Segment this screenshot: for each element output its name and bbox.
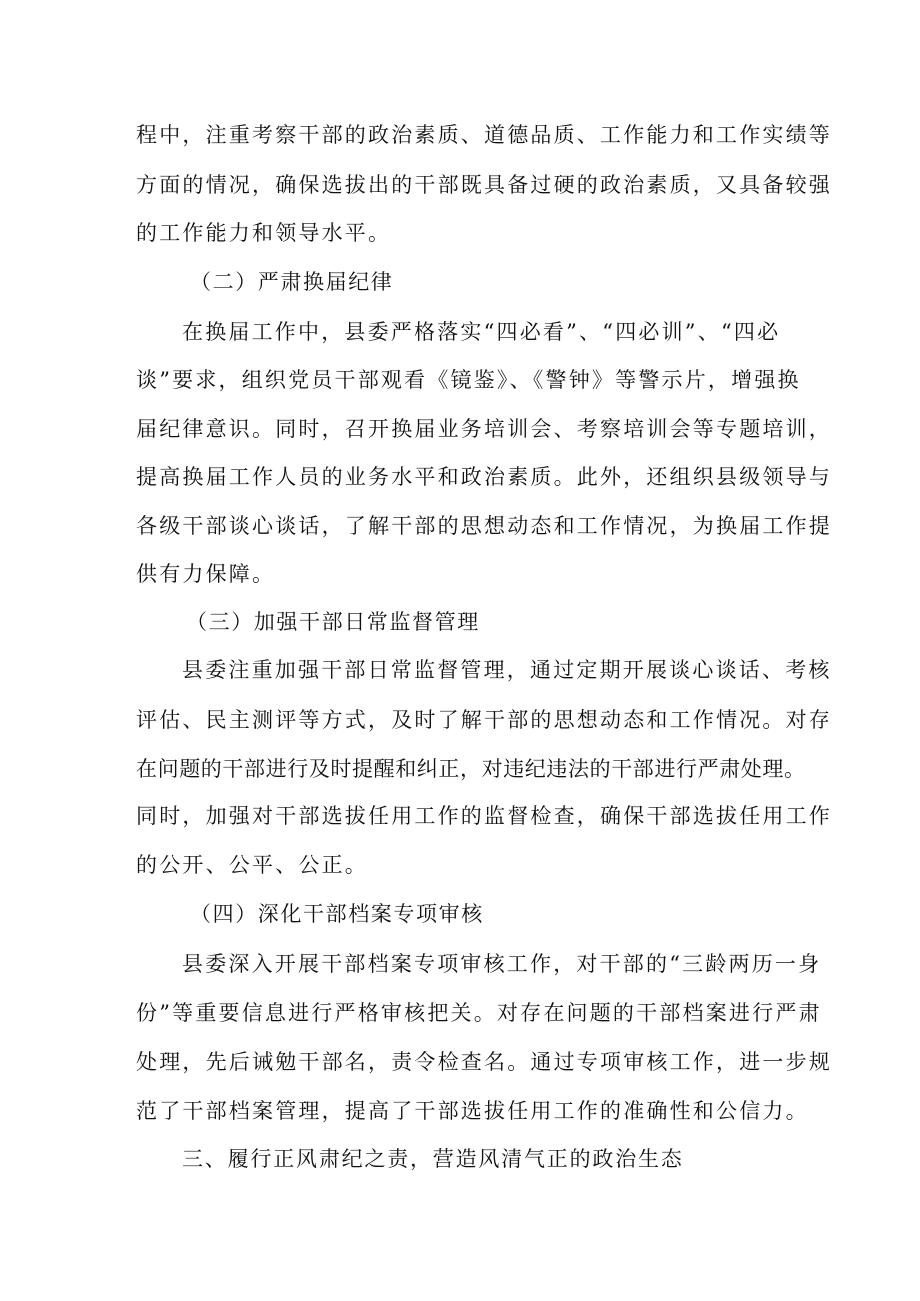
subsection-heading: （三）加强干部日常监督管理: [186, 610, 480, 634]
paragraph-line: 份”等重要信息进行严格审核把关。对存在问题的干部档案进行严肃: [136, 1001, 822, 1025]
paragraph-line: 处理，先后诫勉干部名，责令检查名。通过专项审核工作，进一步规: [136, 1050, 832, 1074]
subsection-heading: （二）严肃换届纪律: [190, 270, 394, 294]
paragraph-line: 程中，注重考察干部的政治素质、道德品质、工作能力和工作实绩等: [136, 123, 832, 147]
section-heading: 三、履行正风肃纪之责，营造风清气正的政治生态: [182, 1147, 684, 1171]
paragraph-line: 谈”要求，组织党员干部观看《镜鉴》、《警钟》等警示片，增强换: [136, 368, 801, 392]
paragraph-line: 提高换届工作人员的业务水平和政治素质。此外，还组织县级领导与: [136, 465, 832, 489]
paragraph-line: 在问题的干部进行及时提醒和纠正，对违纪违法的干部进行严肃处理。: [136, 757, 806, 781]
paragraph-line: 评估、民主测评等方式，及时了解干部的思想动态和工作情况。对存: [136, 708, 832, 732]
subsection-heading: （四）深化干部档案专项审核: [190, 902, 484, 926]
paragraph-line: 届纪律意识。同时，召开换届业务培训会、考察培训会等专题培训，: [136, 417, 832, 441]
paragraph-line: 同时，加强对干部选拔任用工作的监督检查，确保干部选拔任用工作: [136, 804, 832, 828]
paragraph-line: 方面的情况，确保选拔出的干部既具备过硬的政治素质，又具备较强: [136, 173, 832, 197]
paragraph-line: 在换届工作中，县委严格落实“四必看”、“四必训”、“四必: [182, 320, 781, 344]
paragraph-line: 的工作能力和领导水平。: [136, 221, 392, 245]
paragraph-line: 供有力保障。: [136, 562, 276, 586]
paragraph-line: 的公开、公平、公正。: [136, 853, 368, 877]
paragraph-line: 县委深入开展干部档案专项审核工作，对干部的“三龄两历一身: [182, 952, 822, 976]
paragraph-line: 各级干部谈心谈话，了解干部的思想动态和工作情况，为换届工作提: [136, 514, 832, 538]
paragraph-line: 范了干部档案管理，提高了干部选拔任用工作的准确性和公信力。: [136, 1099, 809, 1123]
paragraph-line: 县委注重加强干部日常监督管理，通过定期开展谈心谈话、考核: [182, 658, 832, 682]
